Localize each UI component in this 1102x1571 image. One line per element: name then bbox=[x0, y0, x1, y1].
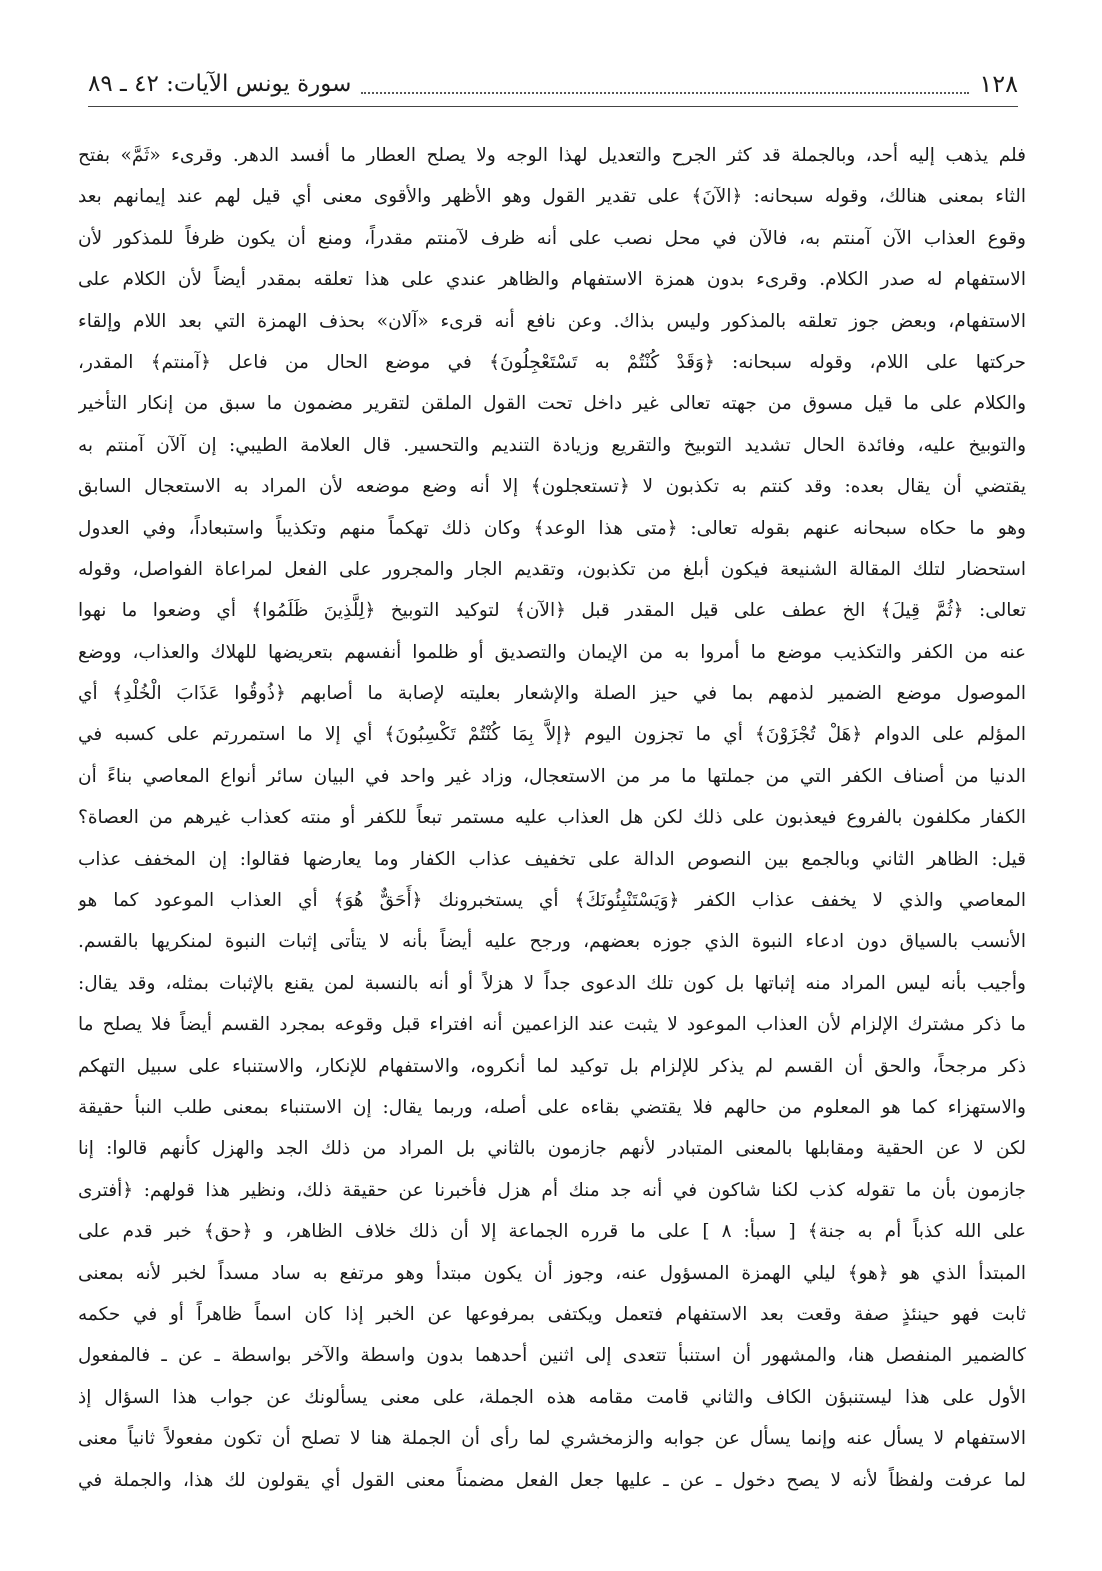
text-line: المؤلم على الدوام ﴿هَلْ تُجْزَوْنَ﴾ أي ما تجزون اليوم ﴿إلاَّ بِمَا كُنْتُمْ تَكْسِبُونَ﴾ أي إلا ما استمررتم على كسبه في bbox=[78, 724, 1026, 746]
text-line: جازمون بأن ما تقوله كذب لكنا شاكون في أنه جد منك أم هزل فأخبرنا عن حقيقة ذلك، ونظير هذا قولهم: ﴿أفترى bbox=[78, 1179, 1026, 1201]
text-line: تعالى: ﴿ثُمَّ قِيلَ﴾ الخ عطف على قيل المقدر قبل ﴿الآن﴾ لتوكيد التوبيخ ﴿لِلَّذِينَ ظَلَمُوا﴾ أي وضعوا ما نهوا bbox=[78, 600, 1026, 622]
text-line: المبتدأ الذي هو ﴿هو﴾ ليلي الهمزة المسؤول عنه، وجوز أن يكون مبتدأ وهو مرتفع به ساد مسداً لخبر لأنه بمعنى bbox=[78, 1262, 1026, 1284]
text-line: ذكر مرجحاً، والحق أن القسم لم يذكر للإلزام بل توكيد لما أنكروه، والاستفهام للإنكار، والاستنباء على سبيل التهكم bbox=[78, 1055, 1026, 1077]
running-title: سورة يونس الآيات: ٤٢ ـ ٨٩ bbox=[88, 71, 352, 97]
text-line: ثابت فهو حينئذٍ صفة وقعت بعد الاستفهام فتعمل ويكتفى بمرفوعها عن الخبر إذا كان اسماً ظاهراً أو في حكمه bbox=[78, 1303, 1026, 1325]
text-line: قيل: الظاهر الثاني وبالجمع بين النصوص الدالة على تخفيف عذاب الكفار وما يعارضها فقالوا: إن المخفف عذاب bbox=[78, 848, 1026, 870]
text-line: وأجيب بأنه ليس المراد منه إثباتها بل كون تلك الدعوى جداً لا هزلاً أو أنه بالنسبة لمن يقنع بالإثبات بمثله، وقد يقال: bbox=[78, 972, 1026, 994]
text-line: الأول على هذا ليستنبؤن الكاف والثاني قامت مقامه هذه الجملة، على معنى يسألونك عن جواب هذا السؤال إذ bbox=[78, 1386, 1026, 1408]
text-line: الاستفهام، وبعض جوز تعلقه بالمذكور وليس بذاك. وعن نافع أنه قرىء «آلان» بحذف الهمزة التي بعد اللام وإلقاء bbox=[78, 310, 1026, 332]
text-line: كالضمير المنفصل هنا، والمشهور أن استنبأ تتعدى إلى اثنين أحدهما بدون واسطة والآخر بواسطة ـ عن ـ فالمفعول bbox=[78, 1345, 1026, 1367]
page-header bbox=[88, 62, 1018, 107]
text-line: لكن لا عن الحقية ومقابلها بالمعنى المتبادر لأنهم جازمون بالثاني بل المراد من ذلك الجد والهزل كأنهم قالوا: إنا bbox=[78, 1138, 1026, 1160]
text-line: المعاصي والذي لا يخفف عذاب الكفر ﴿وَيَسْتَنْبِئُونَكَ﴾ أي يستخبرونك ﴿أَحَقٌّ هُوَ﴾ أي العذاب الموعود كما هو bbox=[78, 890, 1026, 912]
text-line: الكفار مكلفون بالفروع فيعذبون على ذلك لكن هل العذاب عليه مستمر تبعاً للكفر أو منته كعذاب غيرهم من العصاة؟ bbox=[78, 807, 1026, 829]
header-dot-leader bbox=[361, 74, 969, 94]
text-line: عنه من الكفر والتكذيب موضع ما أمروا به من الإيمان والتصديق أو ظلموا أنفسهم بتعريضها للهلاك والعذاب، ووضع bbox=[78, 641, 1026, 663]
text-line: استحضار لتلك المقالة الشنيعة فيكون أبلغ من تكذبون، وتقديم الجار والمجرور على الفعل لمراعاة الفواصل، وقوله bbox=[78, 558, 1026, 580]
text-line: فلم يذهب إليه أحد، وبالجملة قد كثر الجرح والتعديل لهذا الوجه ولا يصلح العطار ما أفسد الدهر. وقرىء «ثَمَّ» بفتح bbox=[78, 145, 1026, 166]
text-line: الاستفهام لا يسأل عنه وإنما يسأل عن جوابه والزمخشري لما رأى أن الجملة هنا لا تصلح أن تكون مفعولاً ثانياً معنى bbox=[78, 1428, 1026, 1450]
text-line: وقوع العذاب الآن آمنتم به، فالآن في محل نصب على أنه ظرف لآمنتم مقدراً، ومنع أن يكون ظرفاً للمذكور لأن bbox=[78, 227, 1026, 249]
body-text bbox=[78, 135, 1026, 1501]
text-line: الثاء بمعنى هنالك، وقوله سبحانه: ﴿الآنَ﴾ على تقدير القول وهو الأظهر والأقوى معنى أي قيل لهم عند إيمانهم بعد bbox=[78, 186, 1026, 208]
text-line: يقتضي أن يقال بعده: وقد كنتم به تكذبون لا ﴿تستعجلون﴾ إلا أنه وضع موضعه لأن المراد به الاستعجال السابق bbox=[78, 476, 1026, 498]
text-line: لما عرفت ولفظاً لأنه لا يصح دخول ـ عن ـ عليها جعل الفعل مضمناً معنى القول أي يقولون لك هذا، والجملة في bbox=[78, 1469, 1026, 1491]
text-line: الاستفهام له صدر الكلام. وقرىء بدون همزة الاستفهام والظاهر عندي على هذا تعلقه بمقدر أيضاً لأن الكلام على bbox=[78, 269, 1026, 291]
text-line: الأنسب بالسياق دون ادعاء النبوة الذي جوزه بعضهم، ورجح عليه أيضاً بأنه لا يتأتى إثبات النبوة لمنكريها بالقسم. bbox=[78, 931, 1026, 953]
text-line: والاستهزاء كما هو المعلوم من حالهم فلا يقتضي بقاءه على أصله، وربما يقال: إن الاستنباء بمعنى طلب النبأ حقيقة bbox=[78, 1096, 1026, 1118]
page-number: ١٢٨ bbox=[979, 70, 1018, 98]
text-line: حركتها على اللام، وقوله سبحانه: ﴿وَقَدْ كُنْتُمْ به تَسْتَعْجِلُونَ﴾ في موضع الحال من فاعل ﴿آمنتم﴾ المقدر، bbox=[78, 351, 1026, 373]
text-line: على الله كذباً أم به جنة﴾ [ سبأ: ٨ ] على ما قرره الجماعة إلا أن ذلك خلاف الظاهر، و ﴿حق﴾ خبر قدم على bbox=[78, 1221, 1026, 1243]
text-line: والكلام على ما قيل مسوق من جهته تعالى غير داخل تحت القول الملقن لتقرير مضمون ما سبق من إنكار التأخير bbox=[78, 393, 1026, 415]
text-line: ما ذكر مشترك الإلزام لأن العذاب الموعود لا يثبت عند الزاعمين أنه افتراء قبل وقوعه بمجرد القسم أيضاً فلا يصلح ما bbox=[78, 1014, 1026, 1036]
text-line: والتوبيخ عليه، وفائدة الحال تشديد التوبيخ والتقريع وزيادة التنديم والتحسير. قال العلامة الطيبي: إن آلآن آمنتم به bbox=[78, 434, 1026, 456]
text-line: الموصول موضع الضمير لذمهم بما في حيز الصلة والإشعار بعليته لإصابة ما أصابهم ﴿ذُوقُوا عَذَابَ الْخُلْدِ﴾ أي bbox=[78, 683, 1026, 705]
text-line: الدنيا من أصناف الكفر التي من جملتها ما مر من الاستعجال، وزاد غير واحد في البيان سائر أنواع المعاصي بناءً أن bbox=[78, 765, 1026, 787]
text-line: وهو ما حكاه سبحانه عنهم بقوله تعالى: ﴿متى هذا الوعد﴾ وكان ذلك تهكماً منهم وتكذيباً واستبعاداً، وفي العدول bbox=[78, 517, 1026, 539]
